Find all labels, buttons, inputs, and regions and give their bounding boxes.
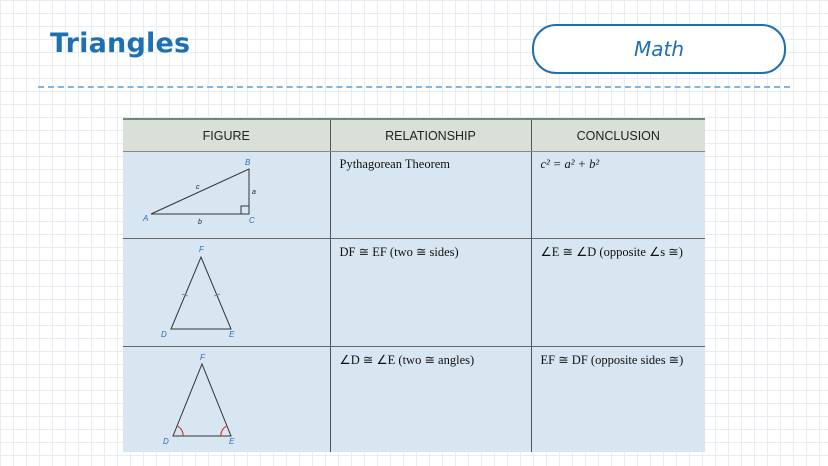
label-vertex-d: D	[161, 330, 167, 339]
figure-isosceles-angles	[123, 347, 330, 453]
relationship-cell	[330, 239, 531, 347]
figure-right-triangle	[123, 152, 330, 239]
page-title: Triangles	[50, 28, 191, 59]
conclusion-cell	[531, 152, 705, 239]
figure-isosceles-sides	[123, 239, 330, 347]
label-vertex-a: A	[143, 214, 149, 223]
table-row	[123, 239, 705, 347]
label-vertex-f: F	[200, 353, 205, 362]
table-row	[123, 347, 705, 453]
conclusion-text: ∠E ≅ ∠D (opposite ∠s ≅)	[540, 245, 683, 259]
relationship-cell	[330, 152, 531, 239]
label-side-a: a	[252, 189, 256, 196]
header-relationship: RELATIONSHIP	[330, 119, 531, 152]
header-conclusion: CONCLUSION	[531, 119, 705, 152]
label-vertex-c: C	[249, 216, 255, 225]
angle-arc-d	[177, 426, 183, 436]
table-header-row	[123, 119, 705, 152]
isosceles-triangle-angles-diagram	[123, 347, 330, 448]
label-side-c: c	[196, 184, 200, 191]
right-triangle-diagram	[123, 152, 330, 234]
pythagorean-formula: c² = a² + b²	[540, 157, 600, 171]
conclusion-text: EF ≅ DF (opposite sides ≅)	[540, 353, 684, 367]
isosceles-triangle-sides-diagram	[123, 239, 330, 342]
label-vertex-b: B	[245, 158, 251, 167]
relationship-text: DF ≅ EF (two ≅ sides)	[339, 245, 459, 259]
label-side-b: b	[198, 219, 202, 226]
label-vertex-e: E	[229, 330, 235, 339]
relationship-text: Pythagorean Theorem	[339, 157, 450, 171]
angle-arc-e	[221, 426, 227, 436]
relationship-text: ∠D ≅ ∠E (two ≅ angles)	[339, 353, 475, 367]
dashed-divider	[38, 86, 790, 88]
conclusion-text	[532, 152, 706, 172]
label-vertex-f: F	[199, 245, 204, 254]
subject-badge: Math	[532, 24, 786, 74]
table-row	[123, 152, 705, 239]
relationship-cell	[330, 347, 531, 453]
conclusion-cell	[531, 239, 705, 347]
label-vertex-d: D	[163, 437, 169, 446]
header-figure: FIGURE	[123, 119, 330, 152]
label-vertex-e: E	[229, 437, 235, 446]
conclusion-cell	[531, 347, 705, 453]
triangle-relationships-table	[123, 118, 705, 452]
